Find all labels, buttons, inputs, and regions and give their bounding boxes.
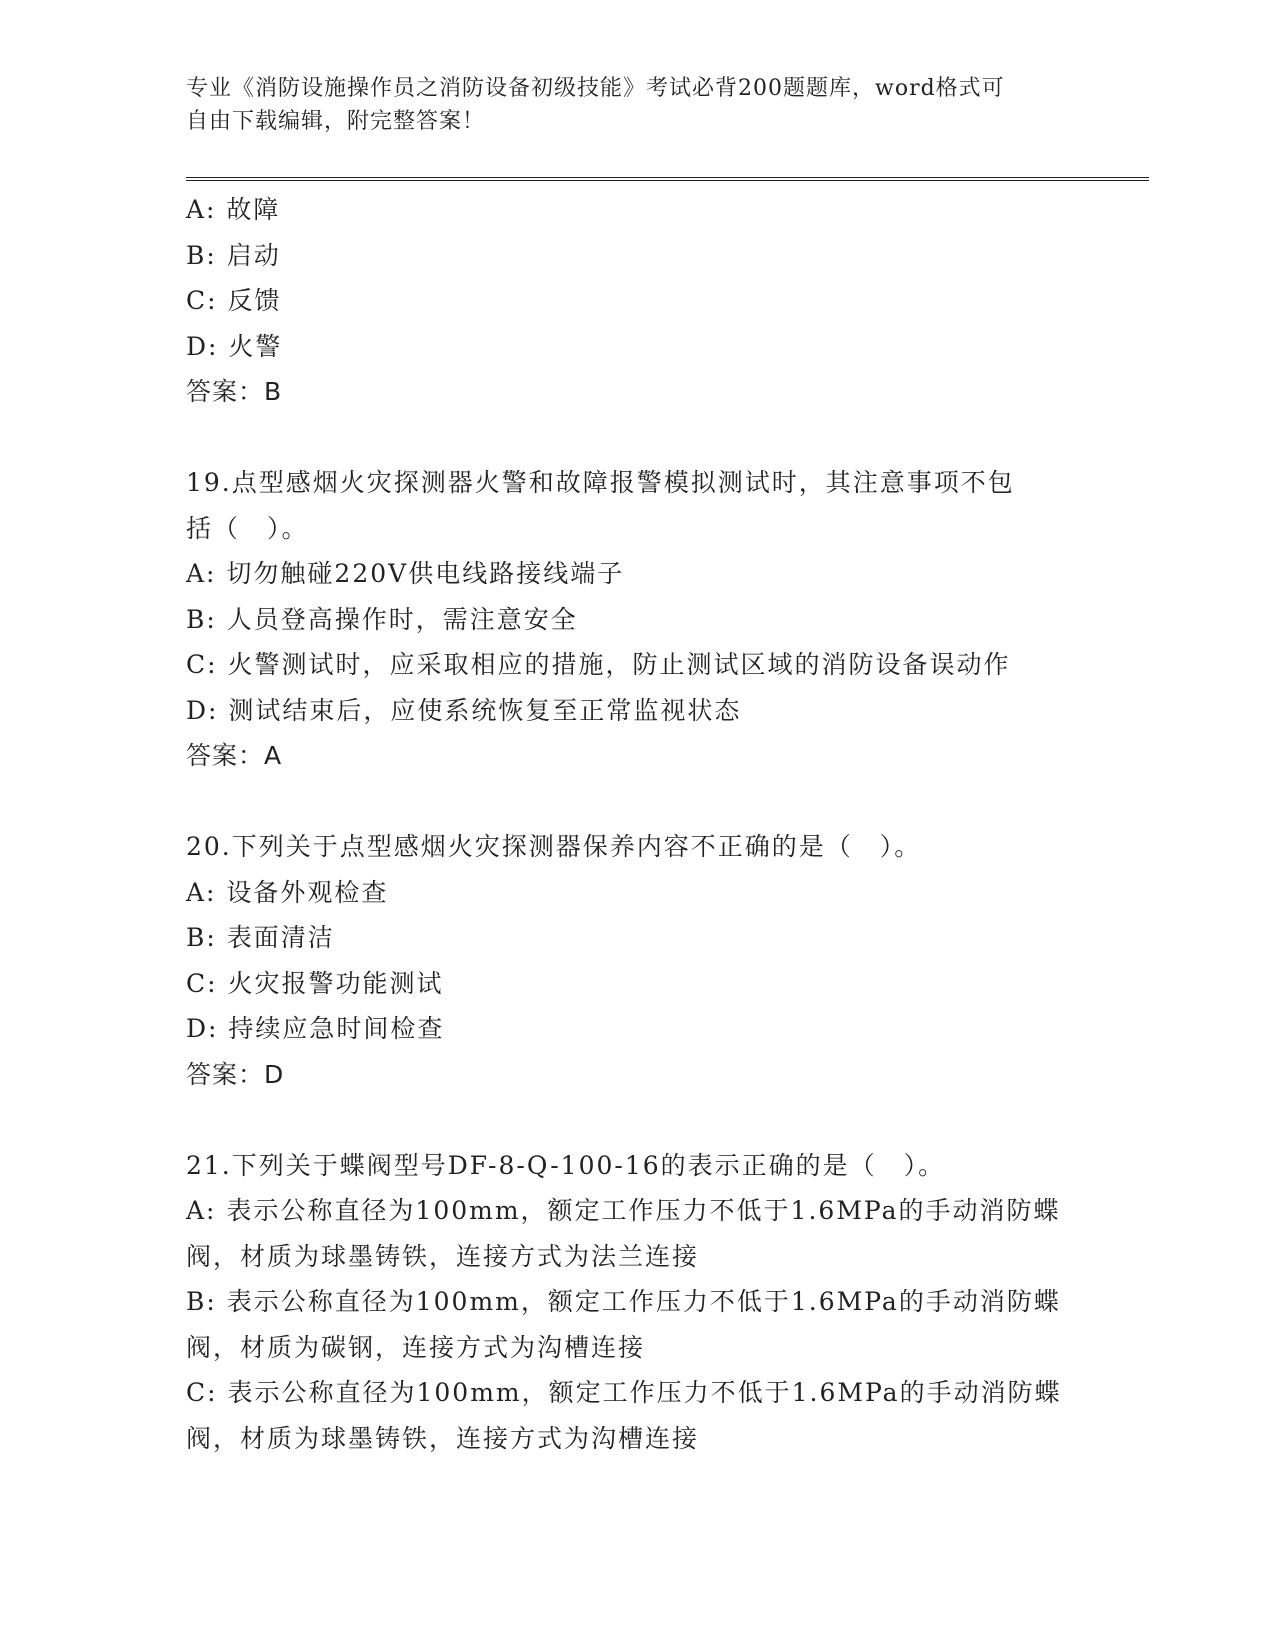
document-header <box>186 72 1066 138</box>
q20-answer: 答案：D <box>186 1059 285 1089</box>
q19-option-d: D: 测试结束后，应使系统恢复至正常监视状态 <box>186 695 742 725</box>
question-19 <box>186 460 1086 779</box>
q19-option-b: B: 人员登高操作时，需注意安全 <box>186 604 578 634</box>
q19-option-a: A: 切勿触碰220V供电线路接线端子 <box>186 559 625 588</box>
question-18 <box>186 187 1086 415</box>
q19-option-c: C: 火警测试时，应采取相应的措施，防止测试区域的消防设备误动作 <box>186 650 1011 679</box>
q20-option-b: B: 表面清洁 <box>186 923 335 952</box>
spacer <box>186 1097 1086 1143</box>
spacer <box>186 415 1086 461</box>
header-divider <box>186 177 1149 181</box>
q21-stem-line-1: 21.下列关于蝶阀型号DF-8-Q-100-16的表示正确的是（ ）。 <box>186 1150 946 1180</box>
q21-option-a-line-2: 阀，材质为球墨铸铁，连接方式为法兰连接 <box>186 1241 700 1271</box>
header-line-2: 自由下载编辑，附完整答案！ <box>186 109 486 134</box>
q18-option-a: A: 故障 <box>186 195 281 224</box>
spacer <box>186 779 1086 825</box>
q21-option-a-line-1: A: 表示公称直径为100mm，额定工作压力不低于1.6MPa的手动消防蝶 <box>186 1196 1061 1225</box>
q18-option-d: D: 火警 <box>186 331 283 361</box>
q19-answer: 答案：A <box>186 741 283 770</box>
q20-option-c: C: 火灾报警功能测试 <box>186 968 444 998</box>
q18-option-b: B: 启动 <box>186 240 281 270</box>
q21-option-b-line-1: B: 表示公称直径为100mm，额定工作压力不低于1.6MPa的手动消防蝶 <box>186 1287 1061 1316</box>
question-content <box>186 187 1086 1461</box>
q18-answer: 答案：B <box>186 377 283 406</box>
q21-option-b-line-2: 阀，材质为碳钢，连接方式为沟槽连接 <box>186 1332 646 1362</box>
q20-option-a: A: 设备外观检查 <box>186 877 389 907</box>
q18-option-c: C: 反馈 <box>186 286 282 315</box>
question-20 <box>186 824 1086 1097</box>
q20-stem-line-1: 20.下列关于点型感烟火灾探测器保养内容不正确的是（ ）。 <box>186 832 922 861</box>
q21-option-c-line-2: 阀，材质为球墨铸铁，连接方式为沟槽连接 <box>186 1423 700 1453</box>
q21-option-c-line-1: C: 表示公称直径为100mm，额定工作压力不低于1.6MPa的手动消防蝶 <box>186 1378 1062 1407</box>
q19-stem-line-2: 括（ ）。 <box>186 513 309 543</box>
q20-option-d: D: 持续应急时间检查 <box>186 1014 445 1043</box>
q19-stem-line-1: 19.点型感烟火灾探测器火警和故障报警模拟测试时，其注意事项不包 <box>186 468 1015 497</box>
header-line-1: 专业《消防设施操作员之消防设备初级技能》考试必背200题题库，word格式可 <box>186 76 1005 101</box>
question-21 <box>186 1143 1086 1462</box>
